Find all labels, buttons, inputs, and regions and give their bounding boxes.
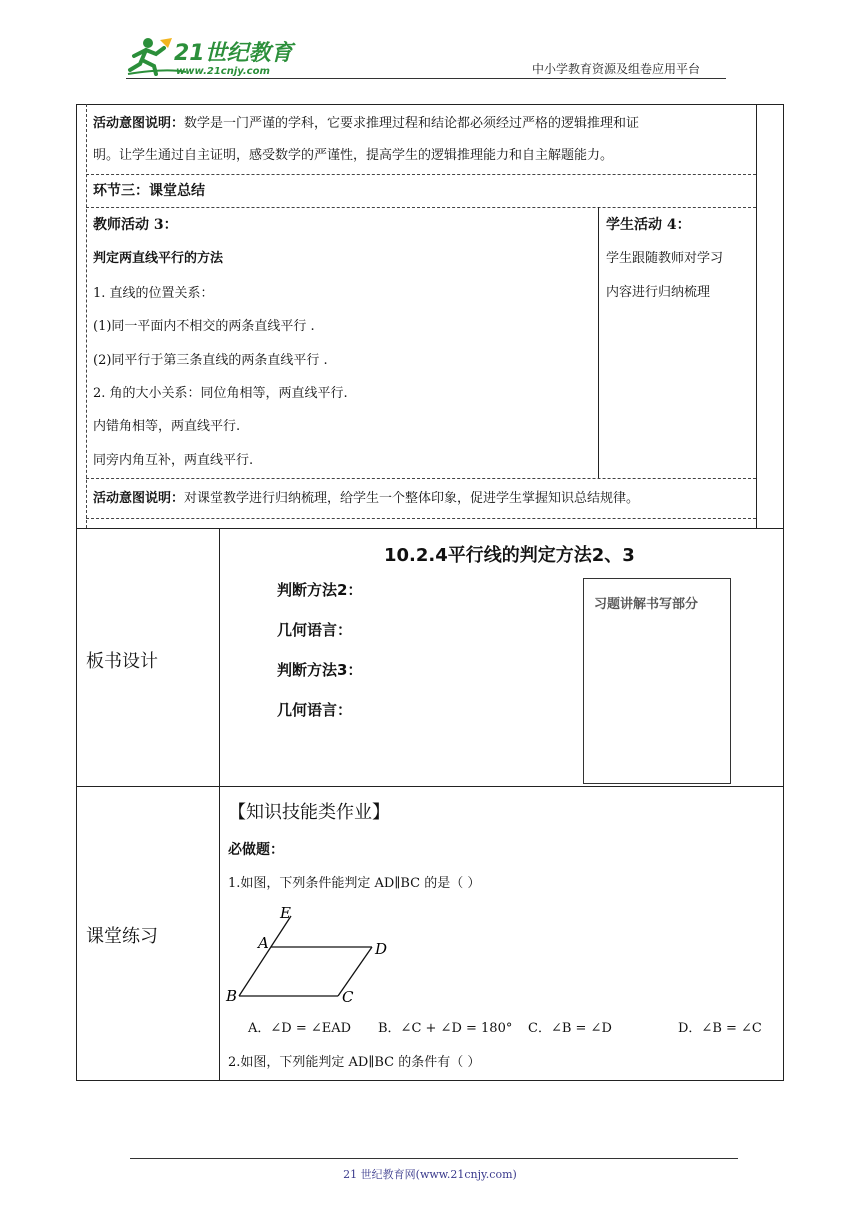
option-b: B．∠C + ∠D = 180° [378, 1021, 513, 1036]
practice-heading: 【知识技能类作业】 [228, 802, 390, 823]
table-column-divider [219, 528, 220, 1081]
option-d: D．∠B = ∠C [678, 1021, 762, 1036]
logo-url: www.21cnjy.com [176, 66, 270, 77]
teacher-line: 1. 直线的位置关系： [93, 286, 214, 301]
inner-dash-row [86, 207, 756, 208]
table-left-border [76, 104, 77, 1081]
activity-note-label: 活动意图说明： [93, 491, 185, 506]
inner-left-dash [86, 104, 87, 528]
activity-column-divider [598, 207, 599, 478]
board-title: 10.2.4平行线的判定方法2、3 [384, 545, 635, 566]
inner-dash-row [86, 478, 756, 479]
board-item: 几何语言： [277, 701, 353, 719]
teacher-line: 内错角相等，两直线平行. [93, 419, 241, 434]
footer-rule [130, 1158, 738, 1159]
table-row-border [76, 786, 783, 787]
header-rule [126, 78, 726, 79]
teacher-line: (2)同平行于第三条直线的两条直线平行 . [93, 353, 328, 368]
label-d: D [375, 940, 388, 958]
label-e: E [280, 904, 291, 922]
teacher-line: 2. 角的大小关系：同位角相等，两直线平行. [93, 386, 348, 401]
footer-text: 21 世纪教育网(www.21cnjy.com) [343, 1168, 517, 1181]
board-item: 判断方法2： [277, 581, 363, 599]
table-right-border [783, 104, 784, 1081]
board-design-label: 板书设计 [86, 651, 158, 672]
inner-right-border [756, 104, 757, 528]
activity-note-line2: 明。让学生通过自主证明，感受数学的严谨性，提高学生的逻辑推理能力和自主解题能力。 [93, 148, 614, 163]
label-a: A [258, 934, 269, 952]
question-2: 2.如图，下列能判定 AD∥BC 的条件有（ ） [228, 1055, 481, 1070]
activity-note-text: 对课堂教学进行归纳梳理，给学生一个整体印象，促进学生掌握知识总结规律。 [184, 491, 640, 506]
logo-text: 21世纪教育 [174, 41, 293, 66]
exercise-box-label: 习题讲解书写部分 [594, 597, 699, 612]
option-c: C．∠B = ∠D [528, 1021, 612, 1036]
activity-note-1 [93, 116, 639, 132]
option-a: A．∠D = ∠EAD [248, 1021, 352, 1036]
student-activity-title: 学生活动 4： [606, 217, 691, 233]
parallelogram-figure [222, 902, 402, 1008]
site-logo [126, 34, 296, 78]
table-bottom-border [76, 1080, 783, 1081]
teacher-activity-subtitle: 判定两直线平行的方法 [93, 251, 224, 266]
student-activity-line: 学生跟随教师对学习 [606, 251, 724, 266]
teacher-line: 同旁内角互补，两直线平行. [93, 453, 254, 468]
exercise-box [583, 578, 731, 784]
teacher-activity-title: 教师活动 3： [93, 217, 178, 233]
inner-dash-row [86, 174, 756, 175]
board-item: 几何语言： [277, 621, 353, 639]
practice-label: 课堂练习 [86, 926, 158, 947]
label-b: B [226, 987, 238, 1005]
activity-note-2 [93, 491, 639, 507]
line-b-e [239, 916, 291, 996]
question-1: 1.如图，下列条件能判定 AD∥BC 的是（ ） [228, 876, 481, 891]
table-top-border [76, 104, 783, 105]
activity-note-label: 活动意图说明： [93, 116, 185, 131]
section-title: 环节三：课堂总结 [93, 183, 205, 199]
inner-dash-row [86, 518, 756, 519]
board-item: 判断方法3： [277, 661, 363, 679]
label-c: C [342, 988, 354, 1006]
required-label: 必做题： [228, 842, 284, 858]
table-row-border [76, 528, 783, 529]
student-activity-line: 内容进行归纳梳理 [606, 285, 711, 300]
activity-note-line1: 数学是一门严谨的学科，它要求推理过程和结论都必须经过严格的逻辑推理和证 [184, 116, 640, 131]
platform-name: 中小学教育资源及组卷应用平台 [532, 62, 701, 76]
teacher-line: (1)同一平面内不相交的两条直线平行 . [93, 319, 315, 334]
